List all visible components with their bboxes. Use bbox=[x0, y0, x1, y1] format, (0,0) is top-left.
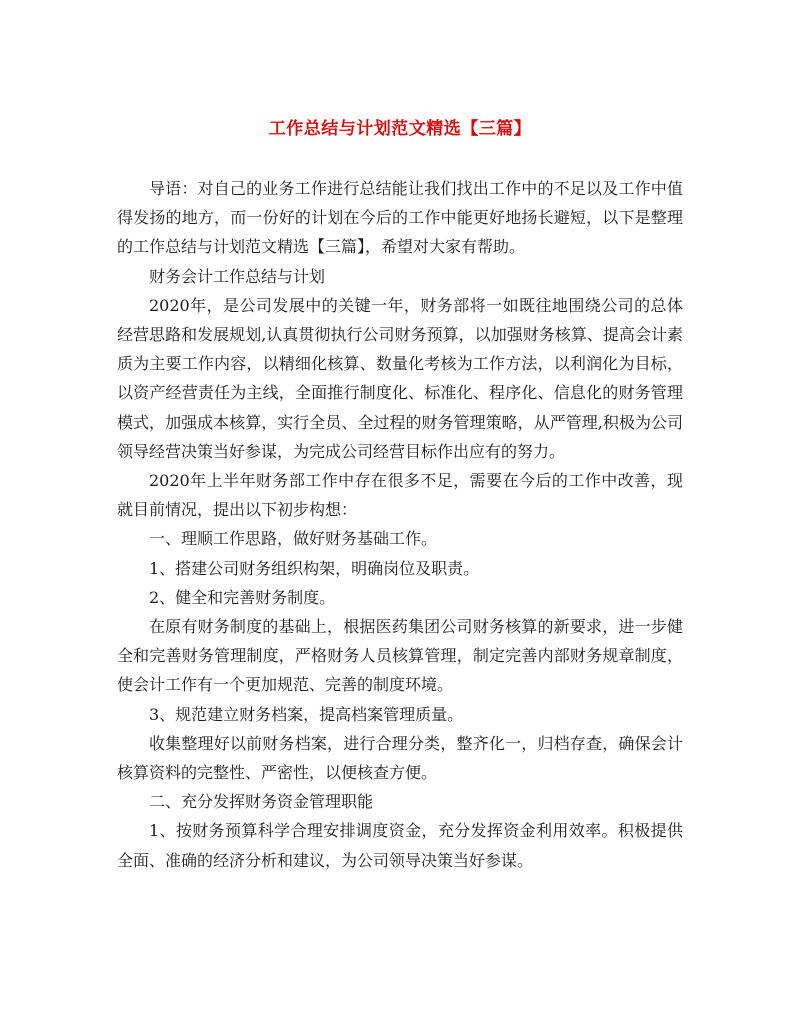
list-item: 3、规范建立财务档案，提高档案管理质量。 bbox=[149, 704, 464, 724]
intro-paragraph: 导语：对自己的业务工作进行总结能让我们找出工作中的不足以及工作中值得发扬的地方，而一份好的计划在今后的工作中能更好地扬长避短，以下是整理的工作总结与计划范文精选【三篇】，希望对大家有帮助。 bbox=[117, 179, 683, 257]
document-body bbox=[117, 174, 683, 875]
document-title: 工作总结与计划范文精选【三篇】 bbox=[268, 119, 532, 139]
subsection-heading: 二、充分发挥财务资金管理职能 bbox=[149, 792, 374, 812]
section-heading: 财务会计工作总结与计划 bbox=[149, 266, 326, 286]
body-paragraph: 2020年上半年财务部工作中存在很多不足，需要在今后的工作中改善，现就目前情况，提出以下初步构想： bbox=[117, 471, 683, 520]
subsection-heading: 一、理顺工作思路，做好财务基础工作。 bbox=[149, 529, 438, 549]
body-paragraph: 2020年，是公司发展中的关键一年，财务部将一如既往地围绕公司的总体经营思路和发展规划,认真贯彻执行公司财务预算，以加强财务核算、提高会计素质为主要工作内容，以精细化核算、数量化考核为工作方法，以利润化为目标，以资产经营责任为主线，全面推行制度化、标准化、程序化、信息化的财务管理模式，加强成本核算，实行全员、全过程的财务管理策略，从严管理,积极为公司领导经营决策当好参谋，为完成公司经营目标作出应有的努力。 bbox=[117, 295, 683, 461]
body-paragraph: 收集整理好以前财务档案，进行合理分类，整齐化一，归档存查，确保会计核算资料的完整性、严密性，以便核查方便。 bbox=[117, 733, 683, 783]
list-item: 1、按财务预算科学合理安排调度资金，充分发挥资金利用效率。积极提供全面、准确的经济分析和建议，为公司领导决策当好参谋。 bbox=[117, 821, 683, 870]
body-paragraph: 在原有财务制度的基础上，根据医药集团公司财务核算的新要求，进一步健全和完善财务管理制度，严格财务人员核算管理，制定完善内部财务规章制度，使会计工作有一个更加规范、完善的制度环境。 bbox=[117, 617, 683, 695]
list-item: 2、健全和完善财务制度。 bbox=[149, 587, 336, 607]
list-item: 1、搭建公司财务组织构架，明确岗位及职责。 bbox=[149, 558, 480, 578]
